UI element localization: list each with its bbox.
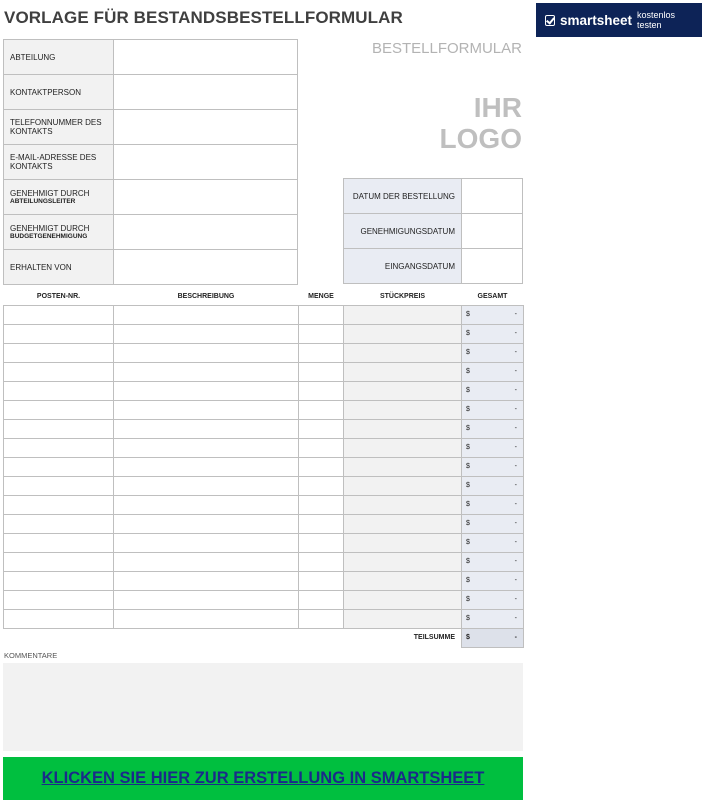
- currency-symbol: $: [466, 501, 470, 508]
- table-row: [4, 305, 524, 324]
- subtotal-cell: [462, 628, 524, 647]
- order-items-table: [3, 289, 524, 648]
- table-row: [4, 438, 524, 457]
- item-number-cell[interactable]: [4, 609, 114, 628]
- total-cell: [462, 609, 524, 628]
- subtotal-row: [4, 628, 524, 647]
- info-label: [4, 215, 114, 250]
- currency-symbol: $: [466, 463, 470, 470]
- total-value: [462, 406, 523, 413]
- description-cell[interactable]: [114, 419, 299, 438]
- info-label-text: KONTAKTPERSON: [10, 87, 81, 97]
- unit-price-cell[interactable]: [344, 552, 462, 571]
- currency-symbol: $: [466, 539, 470, 546]
- quantity-cell[interactable]: [299, 495, 344, 514]
- unit-price-cell[interactable]: [344, 571, 462, 590]
- info-label: [4, 110, 114, 145]
- total-value: [462, 330, 523, 337]
- item-number-cell[interactable]: [4, 571, 114, 590]
- banner-cta: kostenlos testen: [637, 10, 676, 30]
- subtotal-amount: -: [514, 634, 517, 641]
- info-label-text: ABTEILUNG: [10, 52, 56, 62]
- total-amount: -: [514, 501, 517, 508]
- quantity-cell[interactable]: [299, 324, 344, 343]
- description-cell[interactable]: [114, 590, 299, 609]
- quantity-cell[interactable]: [299, 457, 344, 476]
- table-row: [4, 609, 524, 628]
- info-label: [4, 145, 114, 180]
- info-value-field[interactable]: [114, 250, 298, 285]
- description-cell[interactable]: [114, 457, 299, 476]
- description-cell[interactable]: [114, 438, 299, 457]
- total-value: [462, 539, 523, 546]
- table-row: [4, 343, 524, 362]
- info-row: [4, 250, 298, 285]
- form-type-label: BESTELLFORMULAR: [371, 40, 522, 57]
- info-value-field[interactable]: [114, 215, 298, 250]
- table-row: [4, 400, 524, 419]
- total-cell: [462, 362, 524, 381]
- total-cell: [462, 552, 524, 571]
- quantity-cell[interactable]: [299, 533, 344, 552]
- item-number-cell[interactable]: [4, 305, 114, 324]
- total-cell: [462, 571, 524, 590]
- info-label: [4, 250, 114, 285]
- quantity-cell[interactable]: [299, 381, 344, 400]
- unit-price-cell[interactable]: [344, 514, 462, 533]
- description-cell[interactable]: [114, 552, 299, 571]
- currency-symbol: $: [466, 330, 470, 337]
- info-row: [4, 145, 298, 180]
- total-cell: [462, 438, 524, 457]
- item-number-cell[interactable]: [4, 400, 114, 419]
- total-value: [462, 558, 523, 565]
- total-amount: -: [514, 539, 517, 546]
- description-cell[interactable]: [114, 324, 299, 343]
- table-row: [4, 514, 524, 533]
- total-amount: -: [514, 425, 517, 432]
- total-amount: -: [514, 330, 517, 337]
- description-cell[interactable]: [114, 495, 299, 514]
- description-cell[interactable]: [114, 514, 299, 533]
- description-cell[interactable]: [114, 571, 299, 590]
- total-value: [462, 482, 523, 489]
- total-cell: [462, 590, 524, 609]
- quantity-cell[interactable]: [299, 438, 344, 457]
- logo-line-1: IHR: [473, 92, 522, 123]
- total-value: [462, 349, 523, 356]
- quantity-cell[interactable]: [299, 419, 344, 438]
- info-label-text: TELEFONNUMMER DES KONTAKTS: [10, 118, 102, 136]
- info-row: [4, 180, 298, 215]
- info-value-field[interactable]: [114, 75, 298, 110]
- currency-symbol: $: [466, 444, 470, 451]
- item-number-cell[interactable]: [4, 514, 114, 533]
- total-amount: -: [514, 577, 517, 584]
- info-label-text: ERHALTEN VON: [10, 262, 72, 272]
- table-row: [4, 552, 524, 571]
- info-label: [4, 180, 114, 215]
- total-value: [462, 520, 523, 527]
- create-in-smartsheet-bar[interactable]: [3, 757, 523, 800]
- item-number-cell[interactable]: [4, 590, 114, 609]
- unit-price-cell[interactable]: [344, 609, 462, 628]
- currency-symbol: $: [466, 596, 470, 603]
- total-amount: -: [514, 444, 517, 451]
- total-amount: -: [514, 387, 517, 394]
- item-number-cell[interactable]: [4, 533, 114, 552]
- logo-placeholder: [440, 92, 522, 154]
- total-value: [462, 463, 523, 470]
- info-label-text: GENEHMIGT DURCH: [10, 224, 90, 233]
- description-cell[interactable]: [114, 343, 299, 362]
- quantity-cell[interactable]: [299, 552, 344, 571]
- item-number-cell[interactable]: [4, 457, 114, 476]
- date-label: EINGANGSDATUM: [344, 249, 462, 284]
- comments-label: KOMMENTARE: [4, 651, 58, 660]
- currency-symbol: $: [466, 368, 470, 375]
- currency-symbol: $: [466, 387, 470, 394]
- banner-brand: smartsheet: [559, 12, 633, 28]
- description-cell[interactable]: [114, 476, 299, 495]
- table-row: [4, 457, 524, 476]
- page-title: VORLAGE FÜR BESTANDSBESTELLFORMULAR: [4, 8, 403, 27]
- total-cell: [462, 381, 524, 400]
- dates-table: [343, 178, 523, 284]
- unit-price-header: STÜCKPREIS: [379, 293, 426, 301]
- quantity-cell[interactable]: [299, 609, 344, 628]
- info-label-sub: BUDGETGENEHMIGUNG: [10, 233, 88, 240]
- total-header: GESAMT: [477, 293, 508, 301]
- total-amount: -: [514, 596, 517, 603]
- table-row: [4, 419, 524, 438]
- item-number-cell[interactable]: [4, 552, 114, 571]
- unit-price-cell[interactable]: [344, 495, 462, 514]
- quantity-header: MENGE: [308, 293, 334, 301]
- unit-price-cell[interactable]: [344, 476, 462, 495]
- logo-line-2: LOGO: [439, 123, 522, 154]
- total-amount: -: [514, 520, 517, 527]
- currency-symbol: $: [466, 558, 470, 565]
- item-number-cell[interactable]: [4, 419, 114, 438]
- smartsheet-trial-banner[interactable]: [536, 3, 702, 37]
- info-label-sub: ABTEILUNGSLEITER: [10, 198, 76, 205]
- table-row: [4, 362, 524, 381]
- total-cell: [462, 343, 524, 362]
- info-row: [4, 40, 298, 75]
- currency-symbol: $: [466, 615, 470, 622]
- total-value: [462, 387, 523, 394]
- comments-field[interactable]: [3, 663, 523, 751]
- currency-symbol: $: [466, 482, 470, 489]
- unit-price-cell[interactable]: [344, 590, 462, 609]
- date-label: GENEHMIGUNGSDATUM: [344, 214, 462, 249]
- quantity-cell[interactable]: [299, 362, 344, 381]
- total-value: [462, 577, 523, 584]
- total-amount: -: [514, 311, 517, 318]
- unit-price-cell[interactable]: [344, 457, 462, 476]
- unit-price-cell[interactable]: [344, 400, 462, 419]
- description-cell[interactable]: [114, 400, 299, 419]
- quantity-cell[interactable]: [299, 590, 344, 609]
- currency-symbol: $: [466, 311, 470, 318]
- total-amount: -: [514, 463, 517, 470]
- currency-symbol: $: [466, 349, 470, 356]
- currency-symbol: $: [466, 634, 470, 641]
- table-row: [4, 495, 524, 514]
- total-cell: [462, 400, 524, 419]
- description-cell[interactable]: [114, 362, 299, 381]
- total-cell: [462, 419, 524, 438]
- total-value: [462, 444, 523, 451]
- info-value-field[interactable]: [114, 110, 298, 145]
- total-cell: [462, 476, 524, 495]
- item-number-cell[interactable]: [4, 362, 114, 381]
- info-label: [4, 40, 114, 75]
- date-row: [344, 249, 523, 284]
- unit-price-cell[interactable]: [344, 324, 462, 343]
- subtotal-label: TEILSUMME: [4, 628, 462, 647]
- quantity-cell[interactable]: [299, 305, 344, 324]
- table-row: [4, 381, 524, 400]
- total-cell: [462, 495, 524, 514]
- item-number-cell[interactable]: [4, 381, 114, 400]
- currency-symbol: $: [466, 406, 470, 413]
- item-number-cell[interactable]: [4, 495, 114, 514]
- info-label: [4, 75, 114, 110]
- info-value-field[interactable]: [114, 145, 298, 180]
- quantity-cell[interactable]: [299, 514, 344, 533]
- total-cell: [462, 533, 524, 552]
- info-row: [4, 110, 298, 145]
- quantity-cell[interactable]: [299, 571, 344, 590]
- currency-symbol: $: [466, 577, 470, 584]
- total-value: [462, 311, 523, 318]
- total-amount: -: [514, 349, 517, 356]
- unit-price-cell[interactable]: [344, 438, 462, 457]
- unit-price-cell[interactable]: [344, 305, 462, 324]
- table-row: [4, 476, 524, 495]
- date-value-field[interactable]: [462, 249, 523, 284]
- info-label-text: E-MAIL-ADRESSE DES KONTAKTS: [10, 153, 97, 171]
- item-number-cell[interactable]: [4, 343, 114, 362]
- total-amount: -: [514, 368, 517, 375]
- contact-info-table: [3, 39, 298, 285]
- info-label-text: GENEHMIGT DURCH: [10, 189, 90, 198]
- total-cell: [462, 305, 524, 324]
- unit-price-cell[interactable]: [344, 533, 462, 552]
- total-value: [462, 501, 523, 508]
- info-value-field[interactable]: [114, 40, 298, 75]
- date-value-field[interactable]: [462, 214, 523, 249]
- unit-price-cell[interactable]: [344, 343, 462, 362]
- unit-price-cell[interactable]: [344, 381, 462, 400]
- item-number-cell[interactable]: [4, 438, 114, 457]
- date-row: [344, 214, 523, 249]
- date-label: DATUM DER BESTELLUNG: [344, 179, 462, 214]
- currency-symbol: $: [466, 425, 470, 432]
- info-value-field[interactable]: [114, 180, 298, 215]
- total-cell: [462, 457, 524, 476]
- total-value: [462, 615, 523, 622]
- description-cell[interactable]: [114, 533, 299, 552]
- quantity-cell[interactable]: [299, 400, 344, 419]
- total-cell: [462, 514, 524, 533]
- subtotal-value: [462, 634, 523, 641]
- description-header: BESCHREIBUNG: [177, 293, 235, 301]
- total-value: [462, 368, 523, 375]
- unit-price-cell[interactable]: [344, 419, 462, 438]
- table-row: [4, 533, 524, 552]
- total-value: [462, 596, 523, 603]
- quantity-cell[interactable]: [299, 343, 344, 362]
- description-cell[interactable]: [114, 305, 299, 324]
- date-value-field[interactable]: [462, 179, 523, 214]
- item-number-cell[interactable]: [4, 324, 114, 343]
- table-row: [4, 571, 524, 590]
- table-row: [4, 324, 524, 343]
- description-cell[interactable]: [114, 381, 299, 400]
- total-amount: -: [514, 482, 517, 489]
- table-row: [4, 590, 524, 609]
- description-cell[interactable]: [114, 609, 299, 628]
- info-row: [4, 75, 298, 110]
- total-value: [462, 425, 523, 432]
- unit-price-cell[interactable]: [344, 362, 462, 381]
- create-in-smartsheet-link[interactable]: KLICKEN SIE HIER ZUR ERSTELLUNG IN SMARTSHEET: [41, 769, 485, 787]
- item-number-cell[interactable]: [4, 476, 114, 495]
- smartsheet-check-icon: [545, 15, 555, 26]
- date-row: [344, 179, 523, 214]
- item-number-header: POSTEN-NR.: [36, 293, 81, 301]
- currency-symbol: $: [466, 520, 470, 527]
- total-amount: -: [514, 558, 517, 565]
- total-cell: [462, 324, 524, 343]
- quantity-cell[interactable]: [299, 476, 344, 495]
- total-amount: -: [514, 406, 517, 413]
- info-row: [4, 215, 298, 250]
- total-amount: -: [514, 615, 517, 622]
